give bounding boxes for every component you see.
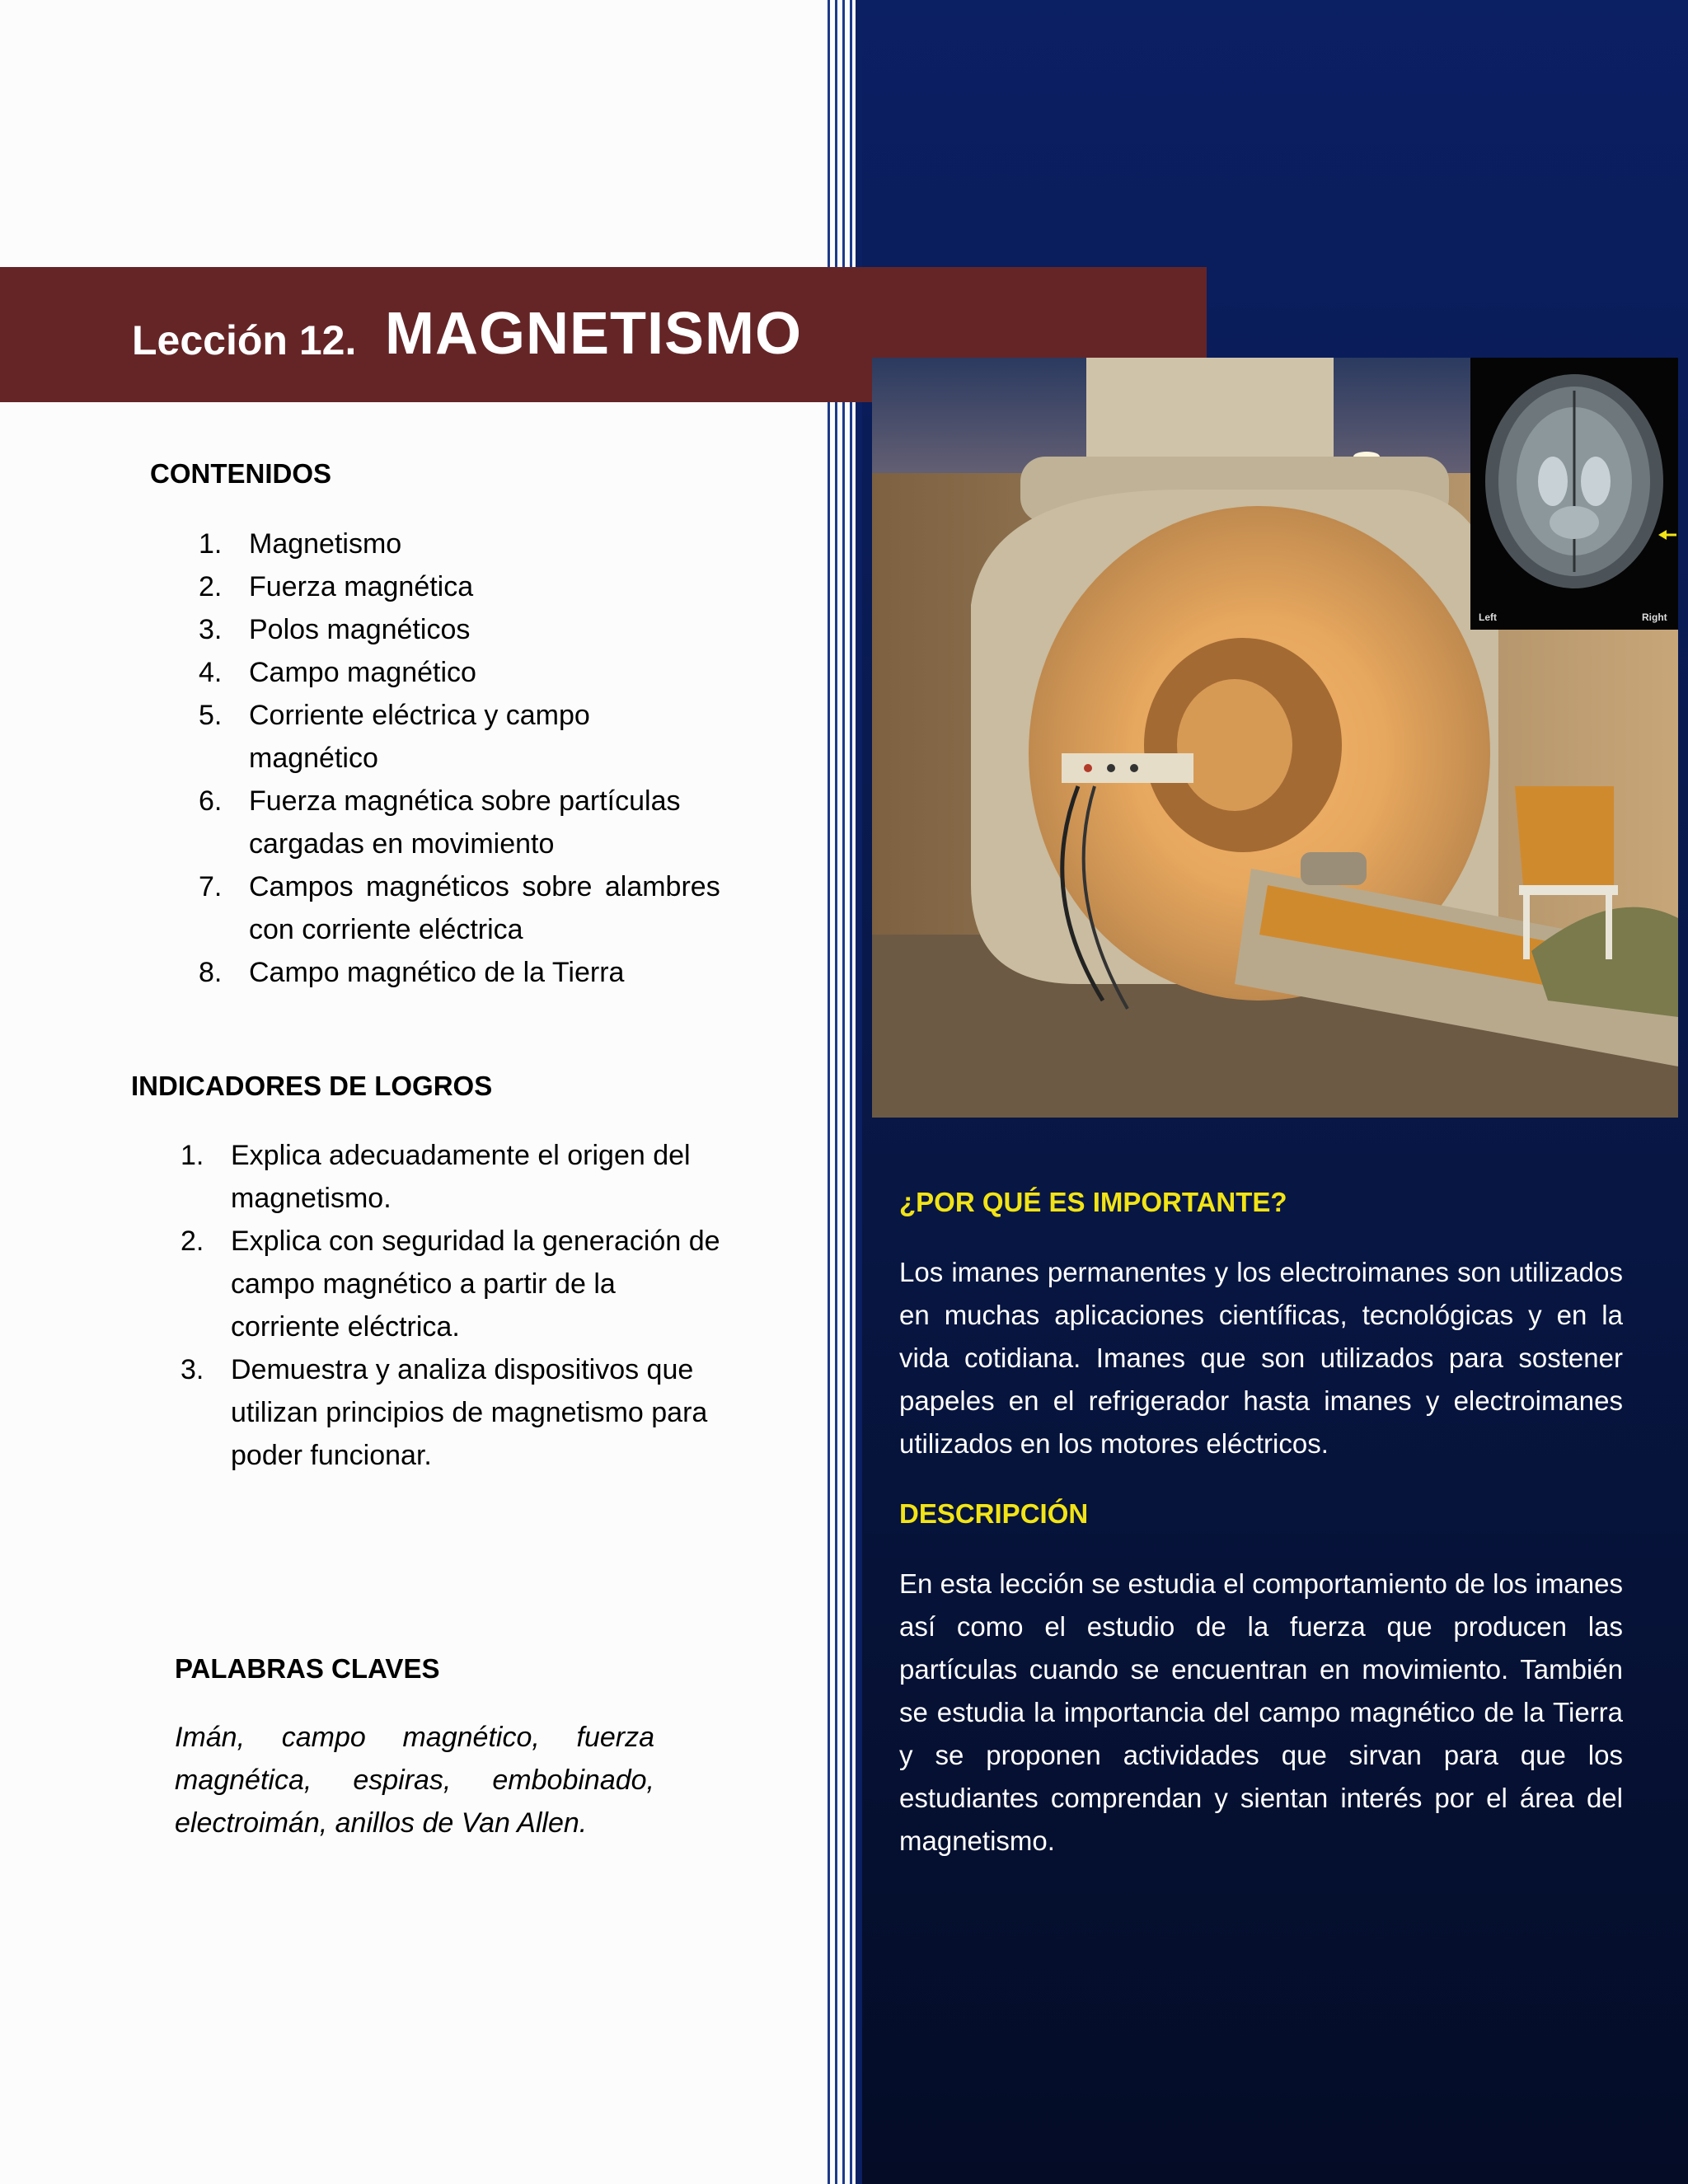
contenidos-list (199, 523, 726, 994)
list-item: 2. Fuerza magnética (199, 571, 474, 602)
descripcion-heading: DESCRIPCIÓN (899, 1498, 1089, 1529)
importante-text: Los imanes permanentes y los electroimanes son utilizados en muchas aplicaciones científicas, tecnológicas y en la vida cotidiana. Imanes que son utilizados para sostener papeles en el refrigerador hasta imanes y electroimanes utilizados en los motores eléctricos. (899, 1257, 1623, 1459)
list-item: 8. Campo magnético de la Tierra (199, 957, 625, 988)
list-item: 1. Magnetismo (199, 528, 402, 560)
contenidos-heading: CONTENIDOS (150, 458, 332, 489)
list-item: 3. Polos magnéticos (199, 614, 471, 645)
mri-photo (872, 358, 1678, 1118)
indicadores-list (181, 1134, 741, 1477)
list-item: 2. Explica con seguridad la generación de campo magnético a partir de la corriente eléctrica. (181, 1226, 720, 1343)
palabras-heading: PALABRAS CLAVES (175, 1653, 440, 1684)
keywords-text: Imán, campo magnético, fuerza magnética, espiras, embobinado, electroimán, anillos de Van Allen. (175, 1722, 654, 1839)
list-item: 7. Campos magnéticos sobre alambres con corriente eléctrica (199, 871, 720, 945)
descripcion-text: En esta lección se estudia el comportamiento de los imanes así como el estudio de la fuerza que producen las partículas cuando se encuentran en movimiento. También se estudia la importancia del campo magnético de la Tierra y se proponen actividades que sirvan para que los estudiantes comprendan y sientan interés por el área del magnetismo. (899, 1568, 1623, 1856)
scan-left-label: Left (1479, 612, 1497, 623)
brain-scan-image (1470, 358, 1678, 630)
brain-scan-inset (1470, 358, 1678, 630)
list-item: 3. Demuestra y analiza dispositivos que utilizan principios de magnetismo para poder funcionar. (181, 1354, 708, 1471)
indicadores-heading: INDICADORES DE LOGROS (131, 1071, 493, 1101)
scan-right-label: Right (1642, 612, 1667, 623)
list-item: 1. Explica adecuadamente el origen del magnetismo. (181, 1140, 691, 1214)
lesson-label: Lección 12. (132, 317, 357, 363)
page-title: MAGNETISMO (385, 301, 802, 367)
list-item: 5. Corriente eléctrica y campo magnético (199, 700, 590, 774)
list-item: 6. Fuerza magnética sobre partículas cargadas en movimiento (199, 785, 681, 860)
importante-heading: ¿POR QUÉ ES IMPORTANTE? (899, 1187, 1287, 1217)
list-item: 4. Campo magnético (199, 657, 476, 688)
